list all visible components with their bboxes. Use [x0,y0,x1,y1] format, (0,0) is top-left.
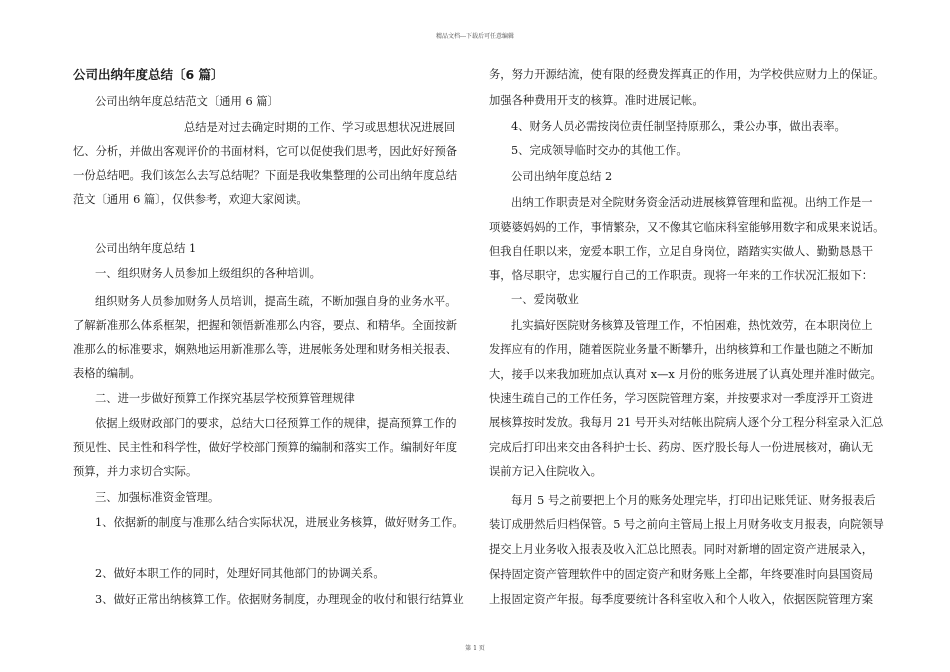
paragraph-line: 项婆婆妈妈的工作，事情繁杂，又不像其它临床科室能够用数字和成果来说话。 [489,221,885,234]
paragraph-line: 事，恪尽职守，忠实履行自己的工作职责。现将一年来的工作状况汇报如下： [489,269,874,282]
paragraph-line: 保持固定资产管理软件中的固定资产和财务账上全都，年终要准时向县国资局 [489,568,874,581]
section-title: 公司出纳年度总结 2 [511,170,613,183]
intro-line: 总结是对过去确定时期的工作、学习或思想状况进展回 [184,121,456,134]
page-number: 第 1 页 [465,645,485,652]
paragraph-line: 每月 5 号之前要把上个月的账务处理完毕，打印出记账凭证、财务报表后 [511,494,876,507]
section-heading: 一、组织财务人员参加上级组织的各种培训。 [95,267,321,280]
list-item: 2、做好本职工作的同时，处理好同其他部门的协调关系。 [95,567,385,580]
intro-line: 范文〔通用 6 篇〕，仅供参考，欢迎大家阅读。 [73,193,308,206]
intro-line: 忆、分析，并做出客观评价的书面材料，它可以促使我们思考，因此好好预备 [73,145,458,158]
paragraph-line: 但我自任职以来，宠爱本职工作，立足自身岗位，踏踏实实做人、勤勤恳恳干 [489,245,874,258]
list-item: 4、财务人员必需按岗位责任制坚持原那么，秉公办事，做出表率。 [511,120,846,133]
intro-line: 一份总结吧。我们该怎么去写总结呢？下面是我收集整理的公司出纳年度总结 [73,169,458,182]
paragraph-line: 组织财务人员参加财务人员培训，提高生疏，不断加强自身的业务水平。 [95,295,457,308]
paragraph-line: 上报固定资产年报。每季度要统计各科室收入和个人收入，依据医院管理方案 [489,593,874,606]
paragraph-line: 依据上级财政部门的要求，总结大口径预算工作的规律，提高预算工作的 [95,417,457,430]
paragraph-line: 预算，并力求切合实际。 [73,465,198,478]
paragraph-line: 误前方记入住院收入。 [489,465,602,478]
list-item: 3、做好正常出纳核算工作。依据财务制度，办理现金的收付和银行结算业 [95,593,464,606]
paragraph-line: 发挥应有的作用，随着医院业务量不断攀升，出纳核算和工作量也随之不断加 [489,343,874,356]
paragraph-line: 准那么的标准要求，娴熟地运用新准那么等，进展帐务处理和财务相关报表、 [73,343,458,356]
paragraph-line: 表格的编制。 [73,367,141,380]
section-heading: 一、爱岗敬业 [511,293,579,306]
paragraph-line: 展核算按时发放。我每月 21 号开头对结帐出院病人逐个分工程分科室录入汇总 [489,416,884,429]
page-header: 精品文档---下载后可任意编辑 [435,33,515,40]
paragraph-line: 了解新准那么体系框架，把握和领悟新准那么内容，要点、和精华。全面按新 [73,319,458,332]
section-title: 公司出纳年度总结 1 [95,242,197,255]
list-item: 5、完成领导临时交办的其他工作。 [511,144,688,157]
paragraph-line: 出纳工作职责是对全院财务资金活动进展核算管理和监视。出纳工作是一 [511,196,873,209]
paragraph-line: 大，接手以来我加班加点认真对 x—x 月份的账务进展了认真处理并准时做完。 [489,368,882,381]
section-heading: 二、进一步做好预算工作探究基层学校预算管理规律 [95,392,355,405]
document-subtitle: 公司出纳年度总结范文〔通用 6 篇〕 [95,95,279,108]
list-item: 1、依据新的制度与准那么结合实际状况，进展业务核算，做好财务工作。 [95,516,464,529]
paragraph-line: 完成后打印出来交由各科护士长、药房、医疗股长每人一份进展核对，确认无 [489,441,874,454]
section-heading: 三、加强标准资金管理。 [95,491,220,504]
paragraph-line: 务，努力开源结流，使有限的经费发挥真正的作用，为学校供应财力上的保证。 [489,68,885,81]
paragraph-line: 提交上月业务收入报表及收入汇总比照表。同时对新增的固定资产进展录入， [489,543,874,556]
paragraph-line: 扎实搞好医院财务核算及管理工作，不怕困难，热忱效劳，在本职岗位上 [511,319,873,332]
paragraph-line: 预见性、民主性和科学性，做好学校部门预算的编制和落实工作。编制好年度 [73,441,458,454]
paragraph-line: 装订成册然后归档保管。5 号之前向主管局上报上月财务收支月报表，向院领导 [489,518,884,531]
document-title: 公司出纳年度总结〔6 篇〕 [73,67,224,82]
paragraph-line: 加强各种费用开支的核算。准时进展记帐。 [489,94,704,107]
paragraph-line: 快速生疏自己的工作任务，学习医院管理方案，并按要求对一季度浮开工资进 [489,392,874,405]
